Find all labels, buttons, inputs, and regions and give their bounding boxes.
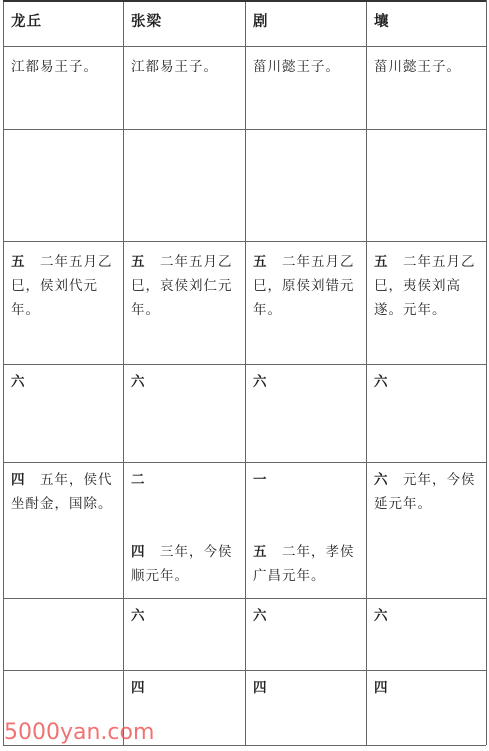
year-count: 六 — [253, 608, 268, 624]
header-cell: 壤 — [374, 13, 390, 30]
table-border-left — [3, 0, 4, 745]
year-count: 四 — [253, 680, 268, 696]
entry-text: 三年，今侯顺元年。 — [131, 544, 233, 584]
year-count: 四 — [131, 680, 146, 696]
table-cell: 菑川懿王子。 — [374, 59, 461, 75]
year-count: 二 — [131, 472, 146, 488]
table-cell — [131, 250, 239, 322]
year-count: 五 — [11, 254, 26, 270]
table-cell — [131, 540, 241, 588]
row-divider — [3, 129, 486, 130]
table-cell: 江都易王子。 — [131, 59, 218, 75]
year-count: 五 — [131, 254, 146, 270]
year-count: 五 — [253, 544, 268, 560]
table-border-right — [486, 0, 487, 745]
entry-text: 二年五月乙巳，原侯刘错元年。 — [253, 254, 355, 318]
year-count: 四 — [374, 680, 389, 696]
site-watermark: 5000yan.com — [4, 720, 155, 745]
year-count: 四 — [131, 544, 146, 560]
table-border-bottom — [3, 745, 486, 746]
row-divider — [3, 46, 486, 47]
year-count: 六 — [131, 608, 146, 624]
year-count: 六 — [374, 608, 389, 624]
year-count: 六 — [253, 374, 268, 390]
table-cell: 江都易王子。 — [11, 59, 98, 75]
table-border-top — [3, 0, 486, 2]
entry-text: 五年，侯代坐酎金，国除。 — [11, 472, 113, 512]
table-cell — [253, 540, 362, 588]
table-cell — [374, 468, 482, 516]
year-count: 六 — [131, 374, 146, 390]
entry-text: 二年，孝侯广昌元年。 — [253, 544, 355, 584]
header-cell: 剧 — [253, 13, 269, 30]
row-divider — [3, 670, 486, 671]
header-cell: 龙丘 — [11, 13, 42, 30]
year-count: 六 — [374, 472, 389, 488]
column-divider — [366, 0, 367, 745]
table-cell — [253, 250, 360, 322]
year-count: 六 — [11, 374, 26, 390]
row-divider — [3, 241, 486, 242]
column-divider — [123, 0, 124, 745]
year-count: 一 — [253, 472, 268, 488]
year-count: 五 — [253, 254, 268, 270]
column-divider — [245, 0, 246, 745]
year-count: 五 — [374, 254, 389, 270]
row-divider — [3, 462, 486, 463]
year-count: 四 — [11, 472, 26, 488]
table-cell — [11, 468, 117, 516]
row-divider — [3, 364, 486, 365]
table-cell — [374, 250, 480, 322]
header-cell: 张梁 — [131, 13, 162, 30]
entry-text: 二年五月乙巳，侯刘代元年。 — [11, 254, 113, 318]
entry-text: 二年五月乙巳，哀侯刘仁元年。 — [131, 254, 233, 318]
table-cell — [11, 250, 117, 322]
entry-text: 二年五月乙巳，夷侯刘高遂。元年。 — [374, 254, 476, 318]
year-count: 六 — [374, 374, 389, 390]
table-cell: 菑川懿王子。 — [253, 59, 340, 75]
entry-text: 元年，今侯延元年。 — [374, 472, 476, 512]
row-divider — [3, 598, 486, 599]
